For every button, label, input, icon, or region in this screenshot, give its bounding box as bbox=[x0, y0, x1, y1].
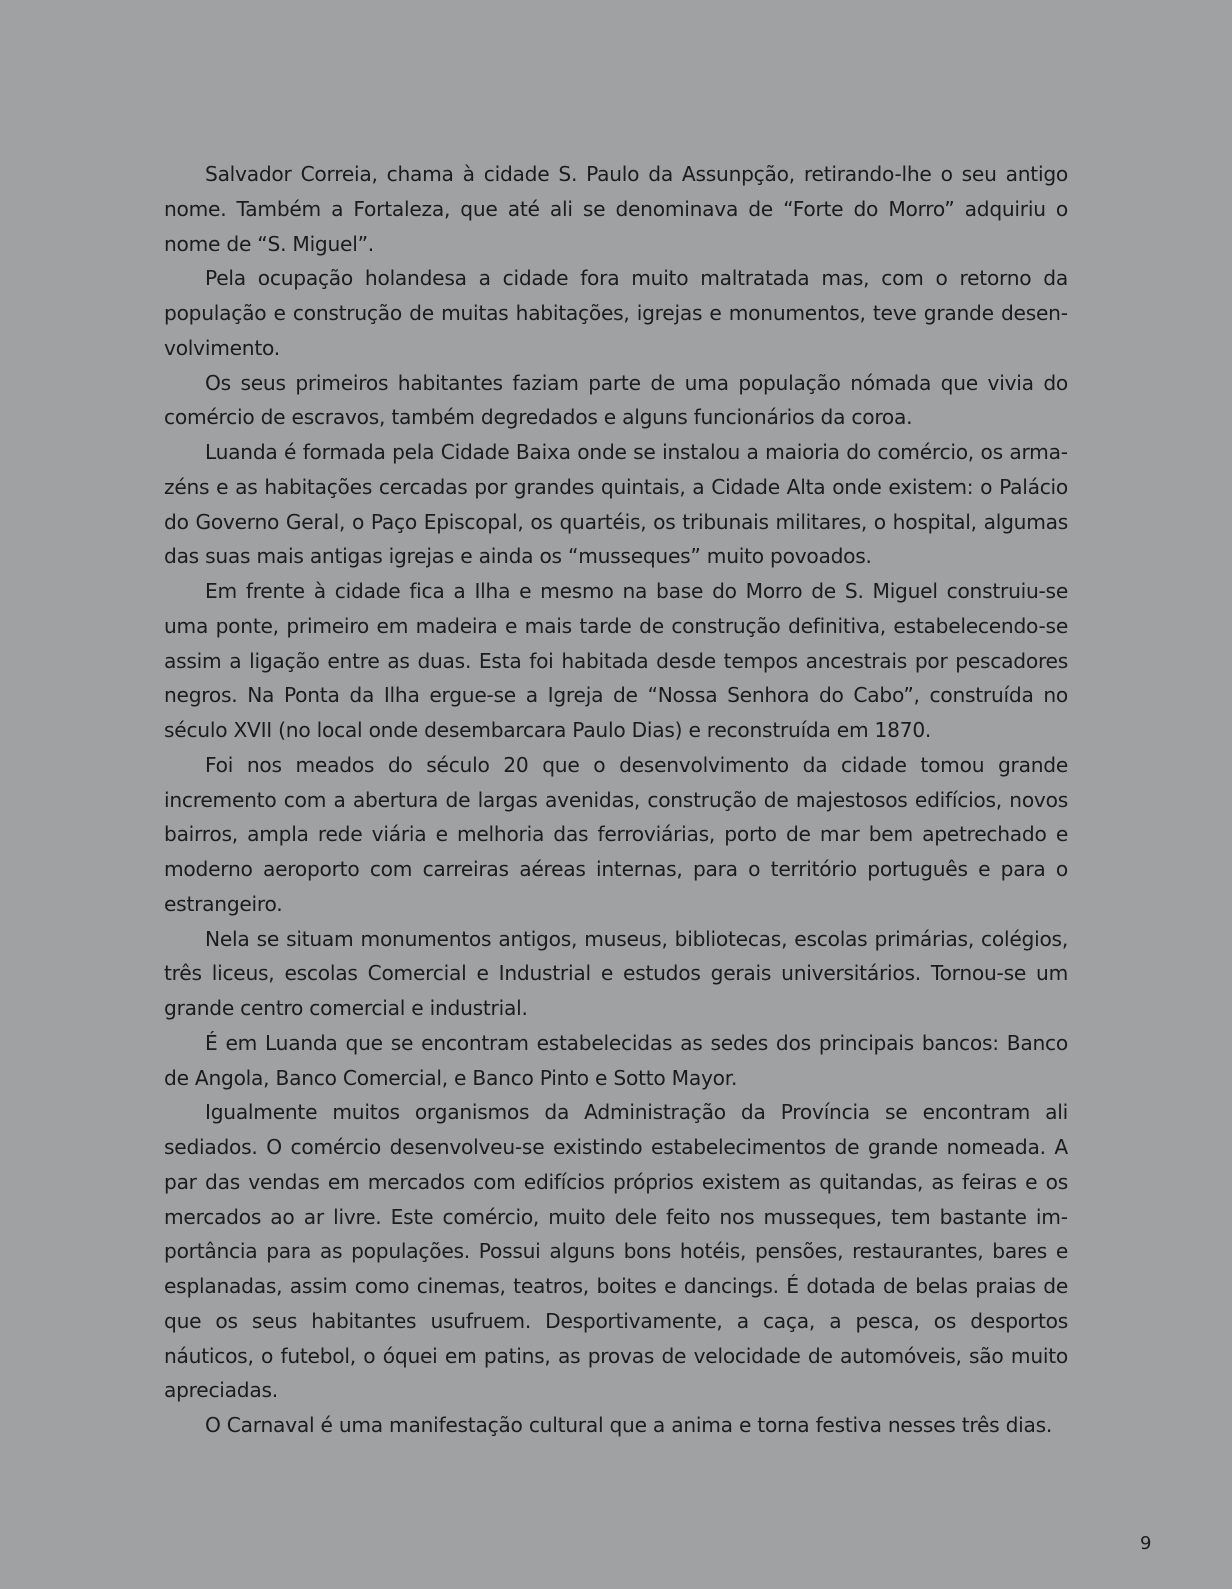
paragraph-7: Nela se situam monumentos antigos, museus, bibliotecas, escolas primárias, colégios, três liceus, escolas Comercial e Industrial e estudos gerais universitários. Tornou-se um grande centro comercial e industrial. bbox=[164, 926, 1068, 1020]
paragraph-1: Salvador Correia, chama à cidade S. Paulo da Assunpção, retirando-lhe o seu antigo nome. Também a Fortaleza, que até ali se denominava de “Forte do Morro” adquiriu o nome de “S. Miguel”. bbox=[164, 162, 1068, 256]
paragraph-3: Os seus primeiros habitantes faziam parte de uma população nómada que vivia do comércio de escravos, também degredados e alguns funcionários da coroa. bbox=[164, 370, 1068, 430]
paragraph-6: Foi nos meados do século 20 que o desenvolvimento da cidade tomou grande incremento com a abertura de largas avenidas, construção de majestosos edifícios, novos bairros, ampla rede viária e melhoria das ferroviárias, porto de mar bem apetrechado e moderno aeroporto com carreiras aéreas internas, para o território português e para o estrangeiro. bbox=[164, 752, 1068, 916]
body-text bbox=[164, 157, 1068, 1443]
paragraph-4: Luanda é formada pela Cidade Baixa onde se instalou a maioria do comércio, os armazéns e as habitações cercadas por grandes quintais, a Cidade Alta onde existem: o Palácio do Governo Geral, o Paço Episcopal, os quartéis, os tribunais militares, o hospital, algumas das suas mais antigas igrejas e ainda os “musseques” muito povoados. bbox=[164, 440, 1068, 569]
paragraph-2: Pela ocupação holandesa a cidade fora muito maltratada mas, com o retorno da população e construção de muitas habitações, igrejas e monumentos, teve grande desenvolvimento. bbox=[164, 266, 1068, 360]
paragraph-10: O Carnaval é uma manifestação cultural que a anima e torna festiva nesses três dias. bbox=[205, 1413, 1053, 1437]
paragraph-5: Em frente à cidade fica a Ilha e mesmo na base do Morro de S. Miguel construiu-se uma ponte, primeiro em madeira e mais tarde de construção definitiva, estabelecendo-se assim a ligação entre as duas. Esta foi habitada desde tempos ancestrais por pescadores negros. Na Ponta da Ilha ergue-se a Igreja de “Nossa Senhora do Cabo”, construída no século XVII (no local onde desembarcara Paulo Dias) e reconstruída em 1870. bbox=[164, 579, 1068, 742]
paragraph-8: É em Luanda que se encontram estabelecidas as sedes dos principais bancos: Banco de Angola, Banco Comercial, e Banco Pinto e Sotto Mayor. bbox=[164, 1030, 1068, 1090]
page-number: 9 bbox=[1140, 1533, 1152, 1554]
paragraph-9: Igualmente muitos organismos da Administração da Província se encontram ali sediados. O comércio desenvolveu-se existindo estabelecimentos de grande nomeada. A par das vendas em mercados com edifícios próprios existem as quitandas, as feiras e os mercados ao ar livre. Este comércio, muito dele feito nos musseques, tem bastante importância para as populações. Possui alguns bons hotéis, pensões, restaurantes, bares e esplanadas, assim como cinemas, teatros, boites e dancings. É dotada de belas praias de que os seus habitantes usufruem. Desportivamente, a caça, a pesca, os desportos náuticos, o futebol, o óquei em patins, as provas de velocidade de automóveis, são muito apreciadas. bbox=[164, 1100, 1068, 1403]
